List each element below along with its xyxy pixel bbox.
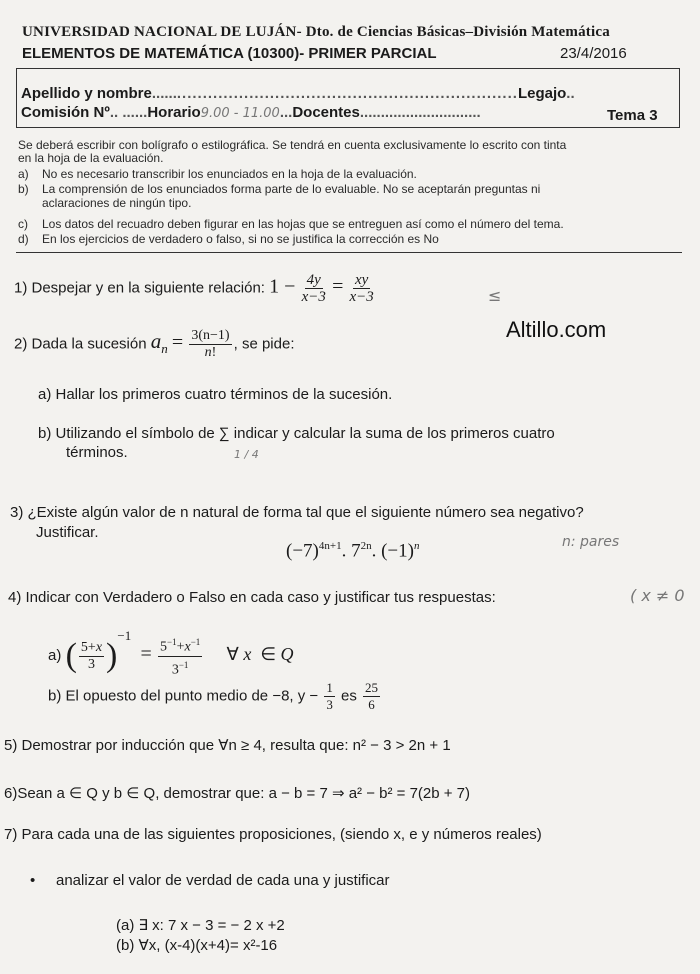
question-4a: a) ( $\frac{5+x}{3}$ )$^{-1}$ = $\frac{5^{-1}+x^{-1}}{3^{-1}}$ ∀ x ∈ Q	[48, 628, 294, 678]
comision-label: Comisión Nº	[21, 104, 110, 121]
question-7-bullet: • analizar el valor de verdad de cada una y justificar	[30, 872, 390, 889]
course-title: ELEMENTOS DE MATEMÁTICA (10300)- PRIMER PARCIAL	[22, 45, 437, 62]
horario-label: Horario	[147, 104, 201, 121]
horario-handwritten: 9.00 - 11.00	[200, 106, 280, 121]
question-4b-text: b) El opuesto del punto medio de −8, y −	[48, 687, 319, 705]
instruction-b-cont: aclaraciones de ningún tipo.	[42, 196, 192, 210]
instruction-b: b) La comprensión de los enunciados forma parte de lo evaluable. No se aceptarán preguntas ni	[18, 182, 541, 196]
university-header: UNIVERSIDAD NACIONAL DE LUJÁN- Dto. de Ciencias Básicas–División Matemática	[22, 24, 610, 40]
handwritten-note-1: ≤	[488, 286, 502, 305]
altillo-watermark: Altillo.com	[506, 317, 607, 342]
question-7a: (a) ∃ x: 7 x − 3 = − 2 x +2	[116, 917, 285, 934]
question-2-text: 2) Dada la sucesión	[14, 335, 147, 353]
student-data-box	[16, 68, 680, 128]
question-4: 4) Indicar con Verdadero o Falso en cada caso y justificar tus respuestas:	[8, 589, 496, 606]
handwritten-note-2: 1 / 4	[234, 448, 259, 461]
question-4b: b) El opuesto del punto medio de −8, y − $\frac{1}{3}$ es $\frac{25}{6}$	[48, 680, 379, 712]
handwritten-note-4: ( x ≠ 0	[630, 586, 685, 605]
question-3-cont: Justificar.	[36, 524, 99, 541]
question-2: 2) Dada la sucesión $a_n$ = $\frac{3(n-1)}{n!}$ , se pide:	[14, 328, 295, 360]
question-5: 5) Demostrar por inducción que ∀n ≥ 4, resulta que: n² − 3 > 2n + 1	[4, 737, 451, 754]
question-7b: (b) ∀x, (x-4)(x+4)= x²-16	[116, 937, 278, 954]
instruction-d: d) En los ejercicios de verdadero o falso, si no se justifica la corrección es No	[18, 232, 439, 246]
question-1-text: 1) Despejar y en la siguiente relación:	[14, 279, 265, 297]
instructions-divider	[16, 252, 682, 253]
name-label: Apellido y nombre	[21, 85, 152, 102]
question-2b: b) Utilizando el símbolo de ∑ indicar y calcular la suma de los primeros cuatro	[38, 425, 555, 442]
handwritten-note-3: n: pares	[562, 534, 620, 550]
name-line: Apellido y nombre........................................................................Legajo..	[21, 85, 575, 102]
question-3: 3) ¿Existe algún valor de n natural de forma tal que el siguiente número sea negativo?	[10, 504, 584, 521]
instruction-a: a) No es necesario transcribir los enunciados en la hoja de la evaluación.	[18, 167, 417, 181]
exam-date: 23/4/2016	[560, 45, 627, 62]
question-4b-es: es	[341, 687, 357, 705]
instruction-intro: Se deberá escribir con bolígrafo o estilográfica. Se tendrá en cuenta exclusivamente lo escrito con tinta	[18, 138, 567, 152]
docentes-label: Docentes	[292, 104, 360, 121]
instruction-c: c) Los datos del recuadro deben figurar en las hojas que se entreguen así como el número del tema.	[18, 217, 564, 231]
commission-line: Comisión Nº.. ......Horario9.00 - 11.00...Docentes.............................	[21, 104, 481, 121]
question-3-expression: $(-7)^{4n+1}$. $7^{2n}$. $(-1)^n$	[286, 540, 420, 562]
question-2a: a) Hallar los primeros cuatro términos de la sucesión.	[38, 386, 393, 403]
legajo-label: Legajo	[517, 85, 567, 102]
instruction-intro-cont: en la hoja de la evaluación.	[18, 151, 164, 165]
course-header	[22, 45, 627, 62]
question-2-tail: , se pide:	[233, 335, 295, 353]
question-1: 1) Despejar y en la siguiente relación: 1 − $\frac{4y}{x-3}$ = $\frac{xy}{x-3}$	[14, 272, 374, 305]
question-7: 7) Para cada una de las siguientes proposiciones, (siendo x, e y números reales)	[4, 826, 542, 843]
question-2b-cont: términos.	[66, 444, 128, 461]
tema-label: Tema 3	[607, 107, 658, 124]
question-6: 6)Sean a ∈ Q y b ∈ Q, demostrar que: a − b = 7 ⇒ a² − b² = 7(2b + 7)	[4, 785, 471, 802]
